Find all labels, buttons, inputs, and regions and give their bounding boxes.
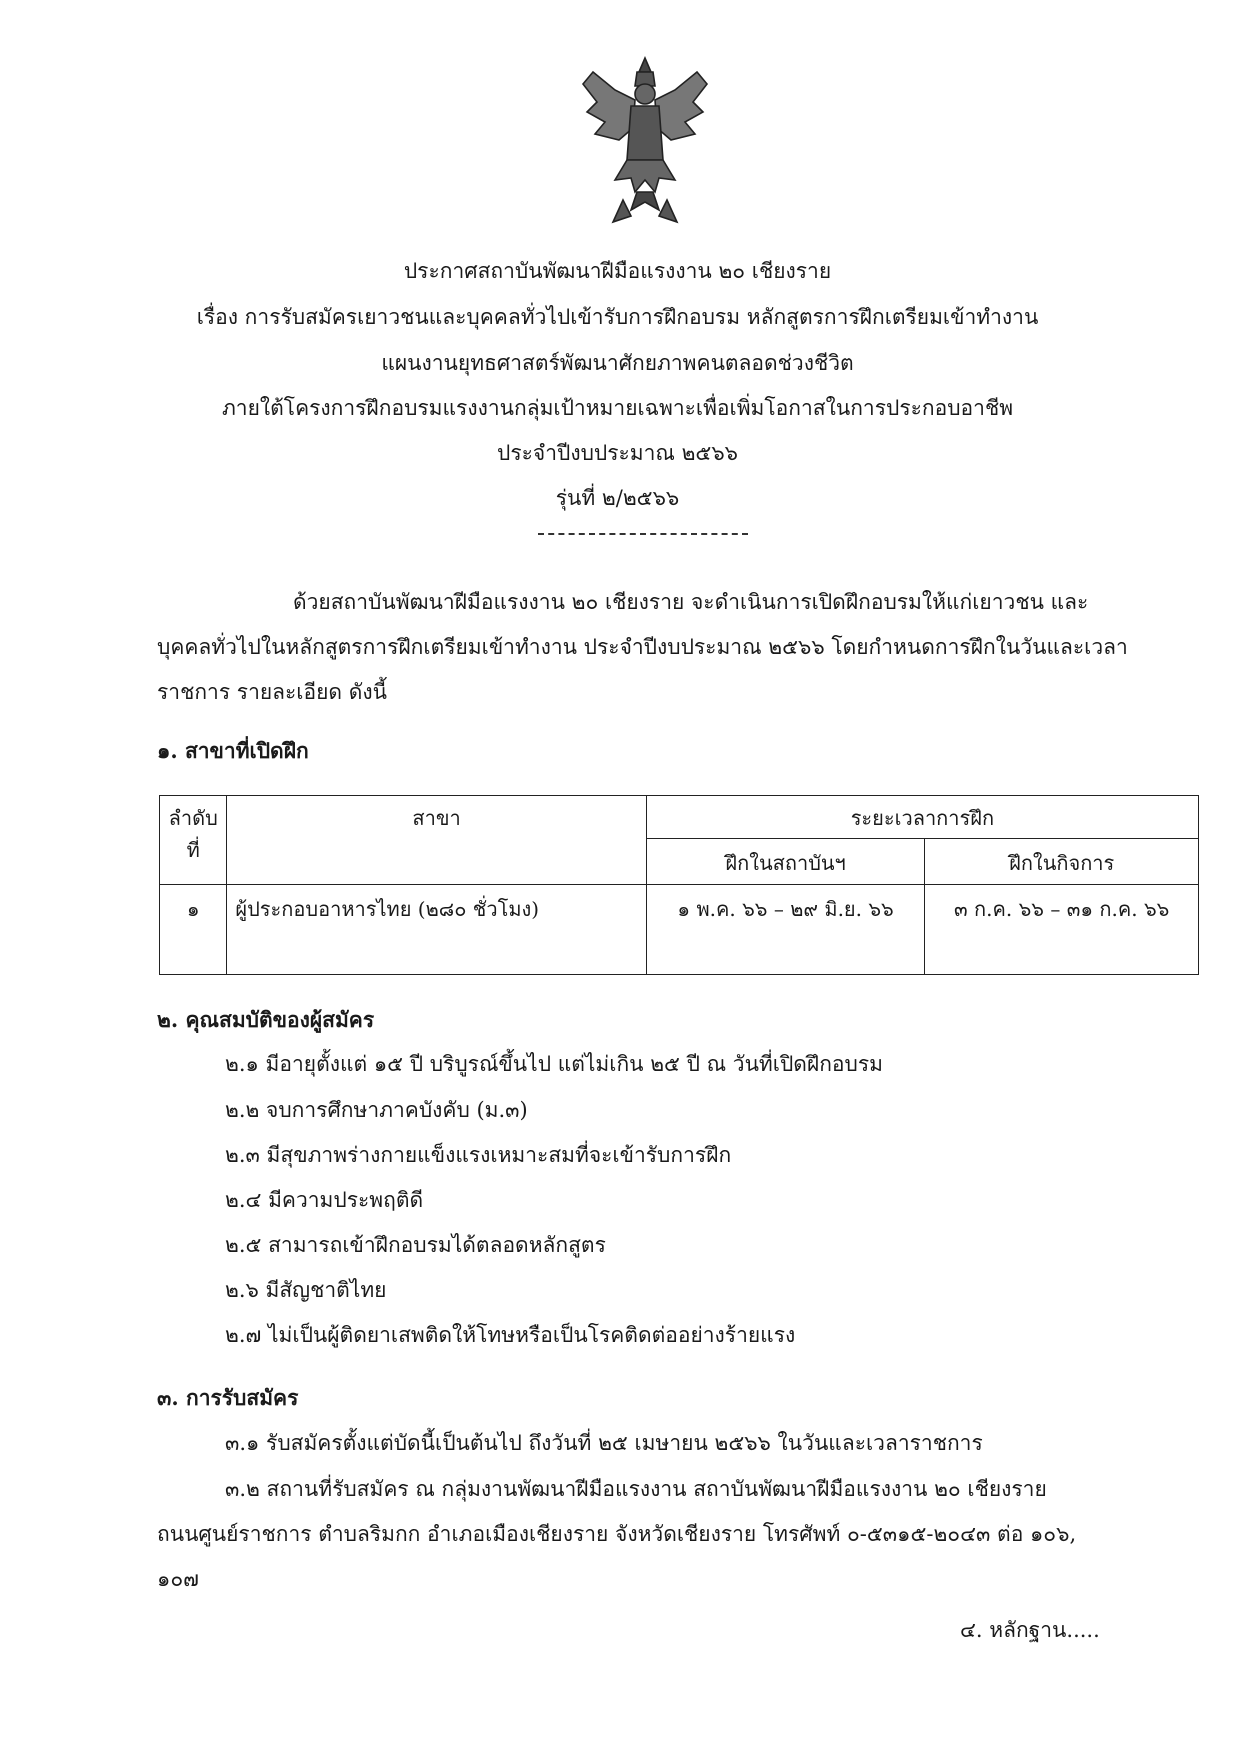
- table-header-branch: สาขา: [227, 796, 646, 885]
- application-place-line-3: ๑๐๗: [157, 1567, 199, 1591]
- announcement-batch: รุ่นที่ ๒/๒๕๖๖: [555, 486, 680, 510]
- announcement-plan: แผนงานยุทธศาสตร์พัฒนาศักยภาพคนตลอดช่วงชีวิต: [381, 351, 854, 375]
- qualification-item: ๒.๔ มีความประพฤติดี: [225, 1188, 424, 1212]
- qualification-item: ๒.๓ มีสุขภาพร่างกายแข็งแรงเหมาะสมที่จะเข้ารับการฝึก: [225, 1143, 732, 1167]
- row-company-period: ๓ ก.ค. ๖๖ – ๓๑ ก.ค. ๖๖: [925, 885, 1199, 975]
- section-1-heading: ๑. สาขาที่เปิดฝึก: [157, 738, 309, 763]
- application-period: ๓.๑ รับสมัครตั้งแต่บัดนี้เป็นต้นไป ถึงวันที่ ๒๕ เมษายน ๒๕๖๖ ในวันและเวลาราชการ: [225, 1431, 983, 1455]
- table-row: [160, 885, 1199, 975]
- training-branch-table: [159, 795, 1199, 975]
- row-branch: ผู้ประกอบอาหารไทย (๒๘๐ ชั่วโมง): [227, 885, 646, 975]
- section-3-heading: ๓. การรับสมัคร: [157, 1385, 299, 1410]
- row-institute-period: ๑ พ.ค. ๖๖ – ๒๙ มิ.ย. ๖๖: [646, 885, 925, 975]
- row-no: ๑: [160, 885, 227, 975]
- intro-line-3: ราชการ รายละเอียด ดังนี้: [157, 680, 387, 704]
- announcement-title: ประกาศสถาบันพัฒนาฝีมือแรงงาน ๒๐ เชียงราย: [403, 259, 832, 283]
- announcement-project: ภายใต้โครงการฝึกอบรมแรงงานกลุ่มเป้าหมายเฉพาะเพื่อเพิ่มโอกาสในการประกอบอาชีพ: [221, 396, 1014, 420]
- header-divider: [538, 533, 748, 535]
- qualification-item: ๒.๒ จบการศึกษาภาคบังคับ (ม.๓): [225, 1098, 528, 1122]
- announcement-fiscal-year: ประจำปีงบประมาณ ๒๕๖๖: [497, 441, 738, 465]
- qualification-item: ๒.๖ มีสัญชาติไทย: [225, 1278, 387, 1302]
- qualification-item: ๒.๕ สามารถเข้าฝึกอบรมได้ตลอดหลักสูตร: [225, 1233, 606, 1257]
- intro-line-1: ด้วยสถาบันพัฒนาฝีมือแรงงาน ๒๐ เชียงราย จะดำเนินการเปิดฝึกอบรมให้แก่เยาวชน และ: [293, 590, 1089, 614]
- qualification-item: ๒.๗ ไม่เป็นผู้ติดยาเสพติดให้โทษหรือเป็นโรคติดต่ออย่างร้ายแรง: [225, 1323, 796, 1347]
- table-header-company: ฝึกในกิจการ: [925, 839, 1199, 885]
- table-header-no: ลำดับ ที่: [160, 796, 227, 885]
- garuda-emblem-icon: [575, 50, 715, 230]
- announcement-subject: เรื่อง การรับสมัครเยาวชนและบุคคลทั่วไปเข้ารับการฝึกอบรม หลักสูตรการฝึกเตรียมเข้าทำงาน: [196, 305, 1039, 329]
- application-place-line-1: ๓.๒ สถานที่รับสมัคร ณ กลุ่มงานพัฒนาฝีมือแรงงาน สถาบันพัฒนาฝีมือแรงงาน ๒๐ เชียงราย: [225, 1477, 1047, 1501]
- table-header-period: ระยะเวลาการฝึก: [646, 796, 1198, 839]
- intro-line-2: บุคคลทั่วไปในหลักสูตรการฝึกเตรียมเข้าทำงาน ประจำปีงบประมาณ ๒๕๖๖ โดยกำหนดการฝึกในวันและเวลา: [157, 635, 1128, 659]
- table-header-institute: ฝึกในสถาบันฯ: [646, 839, 925, 885]
- page-continuation: ๔. หลักฐาน.....: [960, 1618, 1100, 1642]
- section-2-heading: ๒. คุณสมบัติของผู้สมัคร: [157, 1007, 375, 1032]
- application-place-line-2: ถนนศูนย์ราชการ ตำบลริมกก อำเภอเมืองเชียงราย จังหวัดเชียงราย โทรศัพท์ ๐-๕๓๑๕-๒๐๔๓ ต่อ ๑๐๖,: [157, 1522, 1077, 1546]
- qualification-item: ๒.๑ มีอายุตั้งแต่ ๑๕ ปี บริบูรณ์ขึ้นไป แต่ไม่เกิน ๒๕ ปี ณ วันที่เปิดฝึกอบรม: [225, 1052, 883, 1076]
